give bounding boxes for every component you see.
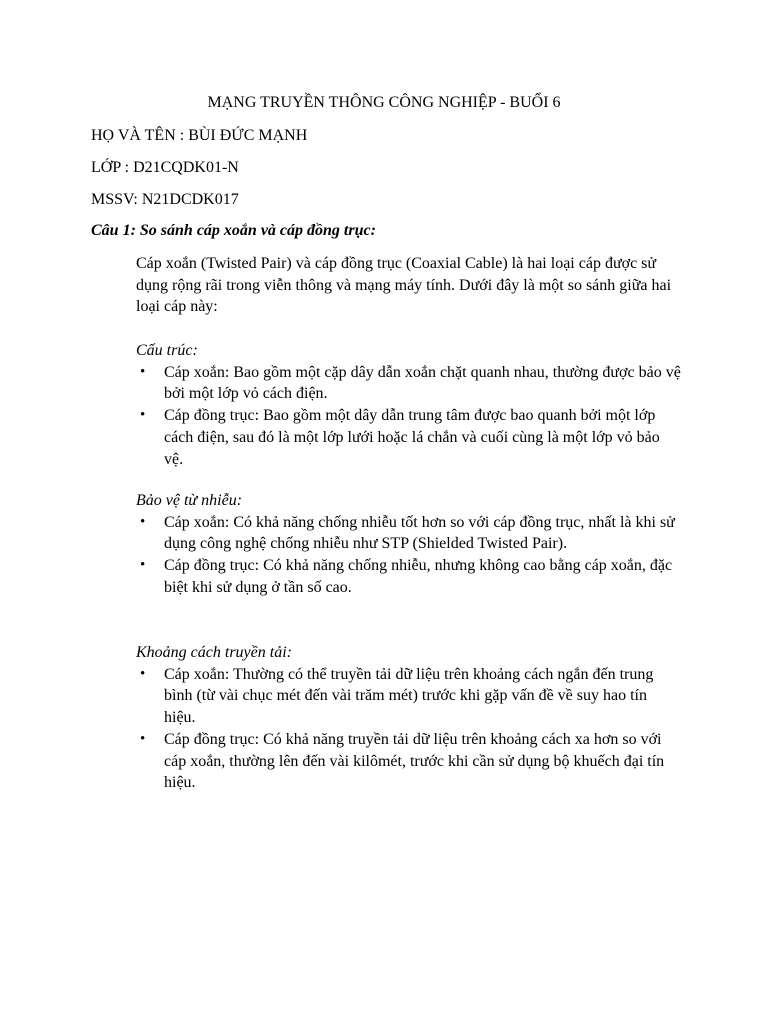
bullet-icon: • bbox=[140, 363, 146, 380]
list-item bbox=[136, 664, 681, 729]
bullet-icon: • bbox=[140, 407, 146, 424]
list-item-text: Cáp xoắn: Thường có thể truyền tải dữ liệu trên khoảng cách ngắn đến trung bình (từ vài chục mét đến vài trăm mét) trước khi gặp vấn đề về suy hao tín hiệu. bbox=[164, 665, 654, 727]
list-item bbox=[136, 512, 681, 555]
bullet-list bbox=[136, 362, 681, 471]
student-class: LỚP : D21CQDK01-N bbox=[91, 159, 239, 176]
list-item-text: Cáp đồng trục: Có khả năng chống nhiễu, nhưng không cao bằng cáp xoắn, đặc biệt khi sử dụng ở tần số cao. bbox=[164, 557, 673, 596]
section-structure bbox=[136, 340, 681, 470]
list-item-text: Cáp xoắn: Bao gồm một cặp dây dẫn xoắn chặt quanh nhau, thường được bảo vệ bởi một lớp vỏ cách điện. bbox=[164, 363, 681, 403]
section-heading: Bảo vệ từ nhiễu: bbox=[136, 492, 243, 509]
bullet-icon: • bbox=[140, 665, 146, 682]
bullet-list bbox=[136, 512, 681, 599]
bullet-list bbox=[136, 664, 681, 794]
student-id: MSSV: N21DCDK017 bbox=[91, 191, 239, 208]
intro-paragraph: Cáp xoắn (Twisted Pair) và cáp đồng trục (Coaxial Cable) là hai loại cáp được sử dụng rộng rãi trong viễn thông và mạng máy tính. Dưới đây là một so sánh giữa hai loại cáp này: bbox=[136, 255, 672, 316]
section-transmission-distance bbox=[136, 642, 681, 794]
student-name: HỌ VÀ TÊN : BÙI ĐỨC MẠNH bbox=[91, 127, 308, 144]
section-noise-protection bbox=[136, 490, 681, 599]
question-heading: Câu 1: So sánh cáp xoắn và cáp đồng trục: bbox=[91, 222, 376, 239]
list-item-text: Cáp đồng trục: Bao gồm một dây dẫn trung tâm được bao quanh bởi một lớp cách điện, sau đó là một lớp lưới hoặc lá chắn và cuối cùng là một lớp vỏ bảo vệ. bbox=[164, 407, 660, 468]
bullet-icon: • bbox=[140, 557, 146, 574]
list-item bbox=[136, 362, 681, 405]
bullet-icon: • bbox=[140, 730, 146, 747]
section-heading: Cấu trúc: bbox=[136, 342, 198, 359]
list-item-text: Cáp xoắn: Có khả năng chống nhiễu tốt hơn so với cáp đồng trục, nhất là khi sử dụng công nghệ chống nhiễu như STP (Shielded Twisted Pair). bbox=[164, 513, 675, 553]
list-item bbox=[136, 555, 681, 598]
list-item-text: Cáp đồng trục: Có khả năng truyền tải dữ liệu trên khoảng cách xa hơn so với cáp xoắn, thường lên đến vài kilômét, trước khi cần sử dụng bộ khuếch đại tín hiệu. bbox=[164, 730, 665, 792]
bullet-icon: • bbox=[140, 513, 146, 530]
list-item bbox=[136, 729, 681, 794]
section-heading: Khoảng cách truyền tải: bbox=[136, 644, 292, 661]
list-item bbox=[136, 405, 681, 470]
document-title: MẠNG TRUYỀN THÔNG CÔNG NGHIỆP - BUỔI 6 bbox=[207, 94, 561, 111]
